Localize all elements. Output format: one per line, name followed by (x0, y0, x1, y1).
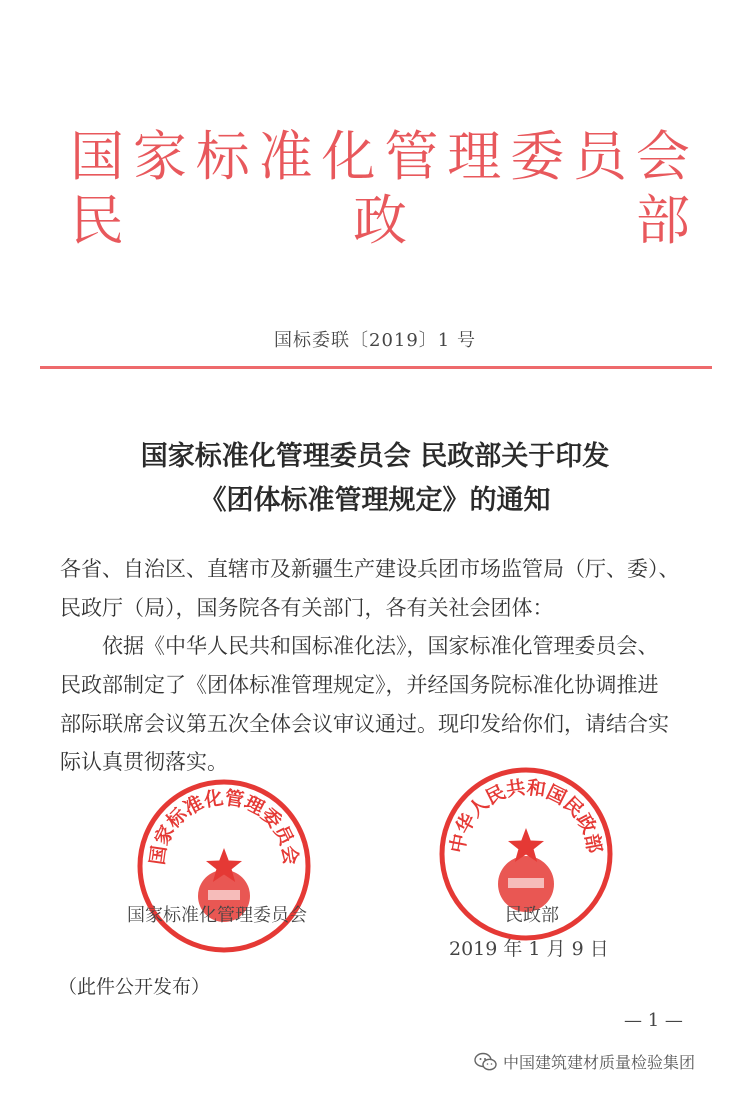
header-char: 民 (70, 189, 124, 252)
header-char: 国 (70, 125, 124, 188)
body-line-1: 各省、自治区、直辖市及新疆生产建设兵团市场监管局（厅、委）、 (60, 557, 680, 581)
header-char: 委 (510, 125, 565, 188)
signatory-mca: 民政部 (505, 905, 559, 926)
body-line-4: 民政部制定了《团体标准管理规定》，并经国务院标准化协调推进 (60, 673, 659, 697)
header-char: 家 (132, 125, 187, 188)
header-char: 员 (573, 125, 627, 188)
seal-arc-text: 国家标准化管理委员会 (146, 786, 302, 867)
header-char: 会 (635, 125, 690, 188)
document-number: 国标委联〔2019〕1 号 (274, 330, 476, 351)
watermark-text: 中国建筑建材质量检验集团 (503, 1053, 696, 1072)
issue-date: 2019 年 1 月 9 日 (449, 938, 609, 960)
header-char: 部 (636, 189, 690, 252)
emblem-gate (208, 890, 240, 900)
body-line-5: 部际联席会议第五次全体会议审议通过。现印发给你们，请结合实 (60, 712, 669, 736)
header-char: 准 (258, 125, 313, 188)
emblem-gate (508, 878, 544, 888)
sac-official-seal (136, 778, 312, 954)
header-divider (40, 366, 712, 369)
header-char: 理 (447, 125, 502, 188)
body-line-6: 际认真贯彻落实。 (60, 750, 228, 774)
signatory-sac: 国家标准化管理委员会 (127, 905, 307, 926)
document-title-line-2: 《团体标准管理规定》的通知 (199, 485, 551, 516)
header-char: 化 (321, 125, 376, 188)
document-title-line-1: 国家标准化管理委员会 民政部关于印发 (140, 441, 610, 472)
header-char: 管 (384, 125, 439, 188)
header-char: 政 (353, 189, 407, 252)
header-char: 标 (195, 125, 250, 188)
wechat-watermark (474, 1050, 695, 1073)
page-number: — 1 — (624, 1010, 683, 1031)
seal-arc-text: 中华人民共和国民政部 (446, 776, 606, 855)
publication-note: （此件公开发布） (58, 976, 211, 998)
issuer-header-line-1 (70, 124, 690, 190)
wechat-icon (474, 1052, 498, 1072)
issuer-header-line-2 (70, 188, 690, 254)
body-line-3: 依据《中华人民共和国标准化法》，国家标准化管理委员会、 (102, 634, 659, 658)
body-line-2: 民政厅（局），国务院各有关部门，各有关社会团体： (60, 596, 554, 620)
